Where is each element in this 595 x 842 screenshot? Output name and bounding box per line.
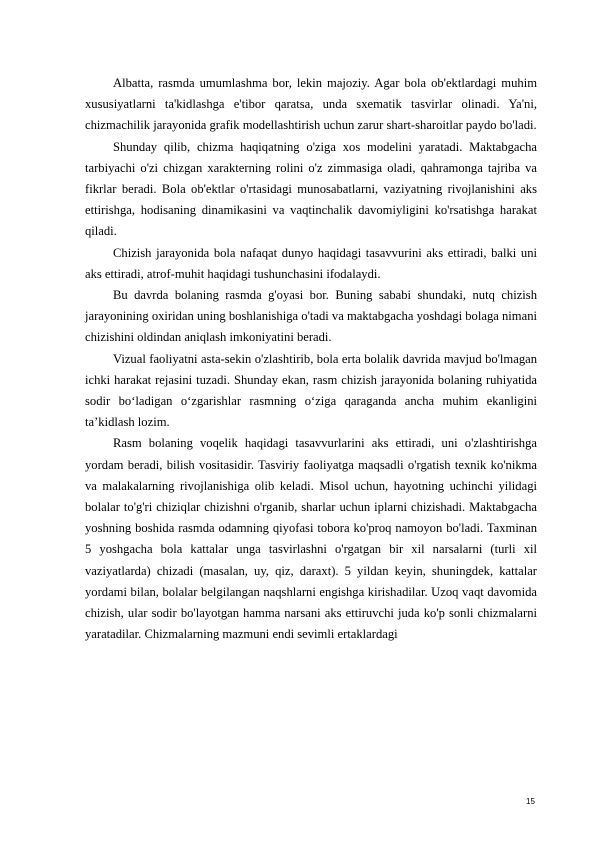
document-page bbox=[85, 73, 537, 645]
paragraph: Albatta, rasmda umumlashma bor, lekin majoziy. Agar bola ob'ektlardagi muhim xususiyatlarni ta'kidlashga e'tibor qaratsa, unda sxematik tasvirlar olinadi. Ya'ni, chizmachilik jarayonida grafik modellashtirish uchun zarur shart-sharoitlar paydo bo'ladi. bbox=[85, 76, 537, 133]
paragraph: Shunday qilib, chizma haqiqatning o'ziga xos modelini yaratadi. Maktabgacha tarbiyachi o'zi chizgan xarakterning rolini o'z zimmasiga oladi, qahramonga tajriba va fikrlar beradi. Bola ob'ektlar o'rtasidagi munosabatlarni, vaziyatning rivojlanishini aks ettirishga, hodisaning dinamikasini va vaqtinchalik davomiyligini ko'rsatishga harakat qiladi. bbox=[85, 139, 537, 239]
paragraph: Vizual faoliyatni asta-sekin o'zlashtirib, bola erta bolalik davrida mavjud bo'lmagan ichki harakat rejasini tuzadi. Shunday ekan, rasm chizish jarayonida bolaning ruhiyatida sodir bo‘ladigan o‘zgarishlar rasmning o‘ziga qaraganda ancha muhim ekanligini ta’kidlash lozim. bbox=[85, 351, 537, 430]
paragraph: Chizish jarayonida bola nafaqat dunyo haqidagi tasavvurini aks ettiradi, balki uni aks ettiradi, atrof-muhit haqidagi tushunchasini ifodalaydi. bbox=[85, 245, 537, 281]
page-number: 15 bbox=[526, 797, 535, 806]
paragraph: Bu davrda bolaning rasmda g'oyasi bor. Buning sababi shundaki, nutq chizish jarayonining oxiridan uning boshlanishiga o'tadi va maktabgacha yoshdagi bolaga nimani chizishini oldindan aniqlash imkoniyatini beradi. bbox=[85, 288, 537, 345]
paragraph: Rasm bolaning voqelik haqidagi tasavvurlarini aks ettiradi, uni o'zlashtirishga yordam beradi, bilish vositasidir. Tasviriy faoliyatga maqsadli o'rgatish texnik ko'nikma va malakalarning rivojlanishiga olib keladi. Misol uchun, hayotning uchinchi yilidagi bolalar to'g'ri chiziqlar chizishni o'rganib, sharlar uchun iplarni chizishadi. Maktabgacha yoshning boshida rasmda odamning qiyofasi tobora ko'proq namoyon bo'ladi. Taxminan 5 yoshgacha bola kattalar unga tasvirlashni o'rgatgan bir xil narsalarni (turli xil vaziyatlarda) chizadi (masalan, uy, qiz, daraxt). 5 yildan keyin, shuningdek, kattalar yordami bilan, bolalar belgilangan naqshlarni engishga kirishadilar. Uzoq vaqt davomida chizish, ular sodir bo'layotgan hamma narsani aks ettiruvchi juda ko'p sonli chizmalarni yaratadilar. Chizmalarning mazmuni endi sevimli ertaklardagi bbox=[85, 436, 537, 642]
